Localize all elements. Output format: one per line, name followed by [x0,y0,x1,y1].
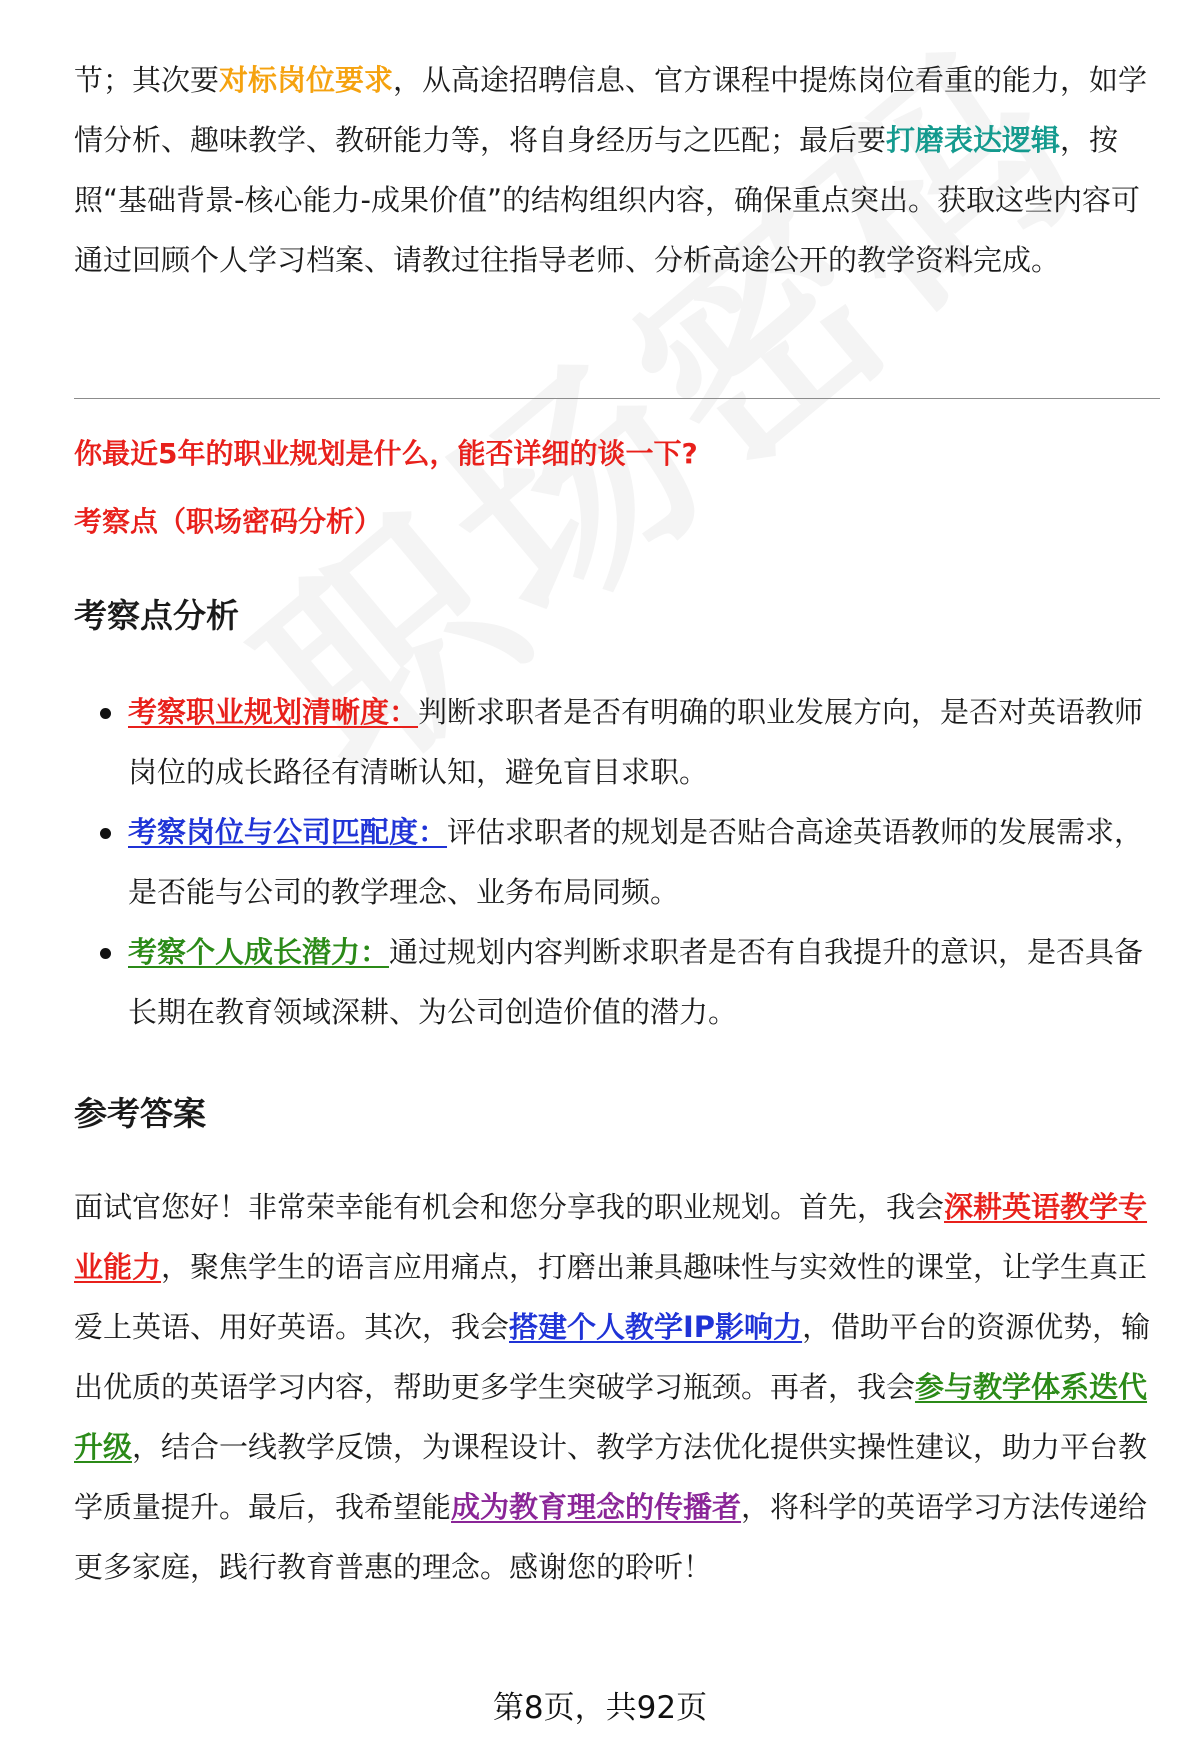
bullet-icon [100,708,111,719]
list-item [74,802,1160,922]
question-subheading: 考察点（职场密码分析） [74,505,383,538]
answer-text-part: ，聚焦学生的语言应用痛点，打磨出兼具趣味性与实效性的课堂，让学生真正爱上英语、用好英语。其次，我会 [74,1250,1148,1344]
answer-paragraph [74,1177,1160,1597]
answer-text [74,1177,1160,1597]
question-title: 你最近5年的职业规划是什么，能否详细的谈一下? [74,437,698,470]
intro-text-part: 节；其次要 [74,63,220,97]
answer-text-part: ，将科学的英语学习方法传递给更多家庭，践行教育普惠的理念。感谢您的聆听！ [74,1490,1148,1584]
analysis-item-text: 评估求职者的规划是否贴合高途英语教师的发展需求，是否能与公司的教学理念、业务布局同频。 [128,815,1144,909]
analysis-heading: 考察点分析 [74,596,239,635]
analysis-list [74,682,1160,1042]
answer-text-part: ，借助平台的资源优势，输出优质的英语学习内容，帮助更多学生突破学习瓶颈。再者，我会 [74,1310,1151,1404]
highlight-polish-logic: 打磨表达逻辑 [886,123,1061,157]
analysis-item-label: 考察岗位与公司匹配度： [128,815,448,849]
highlight-education-philosophy: 成为教育理念的传播者 [451,1490,742,1524]
answer-text-part: 面试官您好！非常荣幸能有机会和您分享我的职业规划。首先，我会 [74,1190,945,1224]
bullet-icon [100,828,111,839]
intro-paragraph [74,50,1160,290]
analysis-item-label: 考察职业规划清晰度： [128,695,419,729]
intro-text-part: ，从高途招聘信息、官方课程中提炼岗位看重的能力，如学情分析、趣味教学、教研能力等，将自身经历与之匹配；最后要 [74,63,1148,157]
answer-heading: 参考答案 [74,1094,206,1133]
section-divider [74,398,1160,399]
list-item [74,682,1160,802]
analysis-item-text: 判断求职者是否有明确的职业发展方向，是否对英语教师岗位的成长路径有清晰认知，避免盲目求职。 [128,695,1144,789]
bullet-icon [100,948,111,959]
list-item [74,922,1160,1042]
highlight-system-upgrade: 参与教学体系迭代升级 [74,1370,1148,1464]
intro-text [74,50,1160,290]
highlight-teaching-ip: 搭建个人教学IP影响力 [509,1310,803,1344]
analysis-item-text: 通过规划内容判断求职者是否有自我提升的意识，是否具备长期在教育领域深耕、为公司创造价值的潜力。 [128,935,1144,1029]
page-number: 第8页，共92页 [492,1690,708,1726]
highlight-english-teaching: 深耕英语教学专业能力 [74,1190,1148,1284]
highlight-benchmark-requirements: 对标岗位要求 [219,63,394,97]
intro-text-part: ，按照“基础背景-核心能力-成果价值”的结构组织内容，确保重点突出。获取这些内容可通过回顾个人学习档案、请教过往指导老师、分析高途公开的教学资料完成。 [74,123,1140,277]
answer-text-part: ，结合一线教学反馈，为课程设计、教学方法优化提供实操性建议，助力平台教学质量提升。最后，我希望能 [74,1430,1148,1524]
analysis-item-label: 考察个人成长潜力： [128,935,390,969]
